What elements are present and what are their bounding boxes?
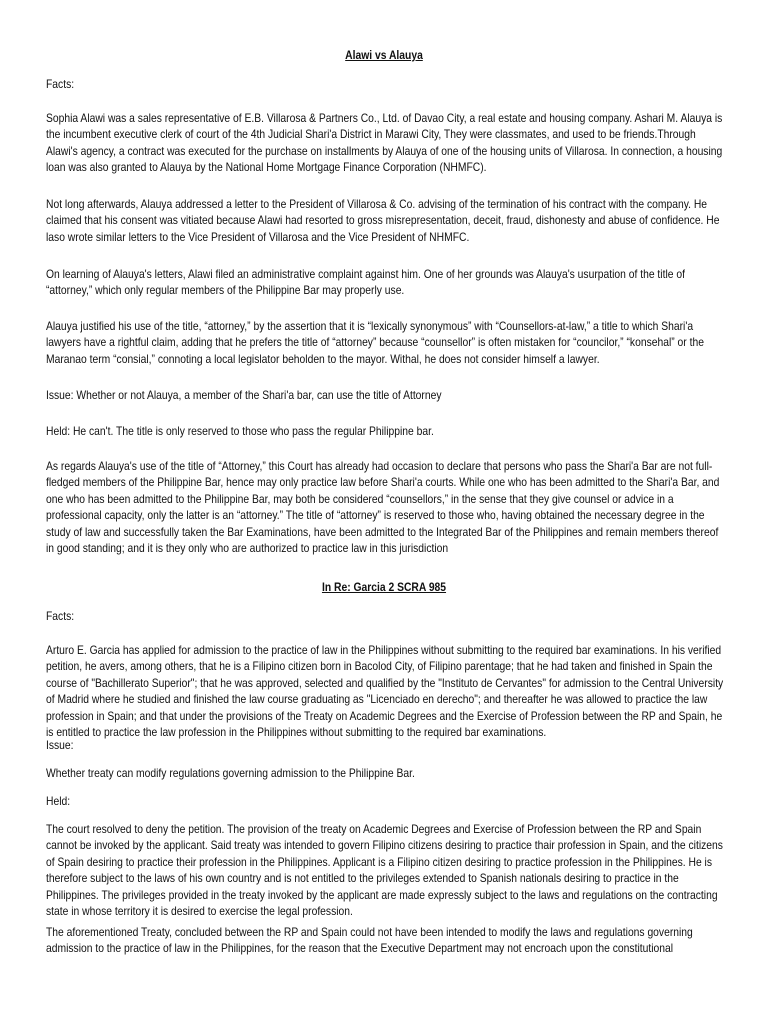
- case1-facts-label: Facts:: [46, 77, 75, 91]
- case2-facts-paragraph: Arturo E. Garcia has applied for admission to the practice of law in the Philippines without submitting to the required bar examinations. In his verified petition, he avers, among others, that he is a Filipino citizen born in Bacolod City, of Filipino parentage; that he had taken and finished in Spain the course of "Bachillerato Superior"; that he was approved, selected and qualified by the "Instituto de Cervantes" for admission to the Central University of Madrid where he studied and finished the law course graduating as "Licenciado en derecho"; and thereafter he was allowed to practice the law profession in Spain; and that under the provisions of the Treaty on Academic Degrees and the Exercise of Profession between the RP and Spain, he is entitled to practice the law profession in the Philippines without submitting to the required bar examinations.: [46, 643, 724, 740]
- case1-facts-paragraph-1: Sophia Alawi was a sales representative of E.B. Villarosa & Partners Co., Ltd. of Davao City, a real estate and housing company. Ashari M. Alauya is the incumbent executive clerk of court of the 4th Judicial Shari'a District in Marawi City, They were classmates, and used to be friends.Through Alawi's agency, a contract was executed for the purchase on installments by Alauya of one of the housing units of Villarosa. In connection, a housing loan was also granted to Alauya by the National Home Mortgage Finance Corporation (NHMFC).: [46, 111, 723, 175]
- case2-facts-label: Facts:: [46, 609, 75, 623]
- case1-title: Alawi vs Alauya: [345, 48, 423, 62]
- case2-held-paragraph-2: The aforementioned Treaty, concluded between the RP and Spain could not have been intended to modify the laws and regulations governing admission to the practice of law in the Philippines, for the reason that the Executive Department may not encroach upon the constitutional: [46, 925, 693, 956]
- case2-held-paragraph-1: The court resolved to deny the petition. The provision of the treaty on Academic Degrees and Exercise of Profession between the RP and Spain cannot be invoked by the applicant. Said treaty was intended to govern Filipino citizens desiring to practice thair profession in Spain, and the citizens of Spain desiring to practice their profession in the Philippines. Applicant is a Filipino citizen desiring to practice profession in the Philippines. He is therefore subject to the laws of his own country and is not entitled to the privileges extended to Spanish nationals desiring to practice in the Philippines. The privileges provided in the treaty invoked by the applicant are made expressly subject to the laws and regulations on the contracting state in whose territory it is desired to exercise the legal profession.: [46, 822, 723, 919]
- case2-title: In Re: Garcia 2 SCRA 985: [321, 580, 447, 594]
- case1-facts-paragraph-2: Not long afterwards, Alauya addressed a letter to the President of Villarosa & Co. advising of the termination of his contract with the company. He claimed that his consent was vitiated because Alawi had resorted to gross misrepresentation, deceit, fraud, dishonesty and abuse of confidence. He laso wrote similar letters to the Vice President of Villarosa and the Vice President of NHMFC.: [46, 197, 720, 244]
- case1-held-paragraph: As regards Alauya's use of the title of “Attorney,” this Court has already had occasion to declare that persons who pass the Shari'a Bar are not full-fledged members of the Philippine Bar, hence may only practice law before Shari'a courts. While one who has been admitted to the Shari'a Bar, and one who has been admitted to the Philippine Bar, may both be considered “counsellors,” in the sense that they give counsel or advice in a professional capacity, only the latter is an “attorney.” The title of “attorney” is reserved to those who, having obtained the necessary degree in the study of law and successfully taken the Bar Examinations, have been admitted to the Integrated Bar of the Philippines and remain members thereof in good standing; and it is they only who are authorized to practice law in this jurisdiction: [46, 459, 720, 556]
- case2-issue-label: Issue:: [46, 738, 74, 752]
- case1-held: Held: He can't. The title is only reserved to those who pass the regular Philippine bar.: [46, 424, 434, 438]
- case1-issue: Issue: Whether or not Alauya, a member of the Shari'a bar, can use the title of Attorney: [46, 388, 442, 402]
- case2-issue-text: Whether treaty can modify regulations governing admission to the Philippine Bar.: [46, 766, 415, 780]
- case2-held-label: Held:: [46, 794, 71, 808]
- case1-facts-paragraph-3: On learning of Alauya's letters, Alawi filed an administrative complaint against him. One of her grounds was Alauya's usurpation of the title of “attorney,” which only regular members of the Philippine Bar may properly use.: [46, 267, 685, 298]
- case1-facts-paragraph-4: Alauya justified his use of the title, “attorney,” by the assertion that it is “lexically synonymous” with “Counsellors-at-law,” a title to which Shari'a lawyers have a rightful claim, adding that he prefers the title of “attorney” because “counsellor” is often mistaken for “councilor,” “konsehal” or the Maranao term “consial,” connoting a local legislator beholden to the mayor. Withal, he does not consider himself a lawyer.: [46, 319, 704, 366]
